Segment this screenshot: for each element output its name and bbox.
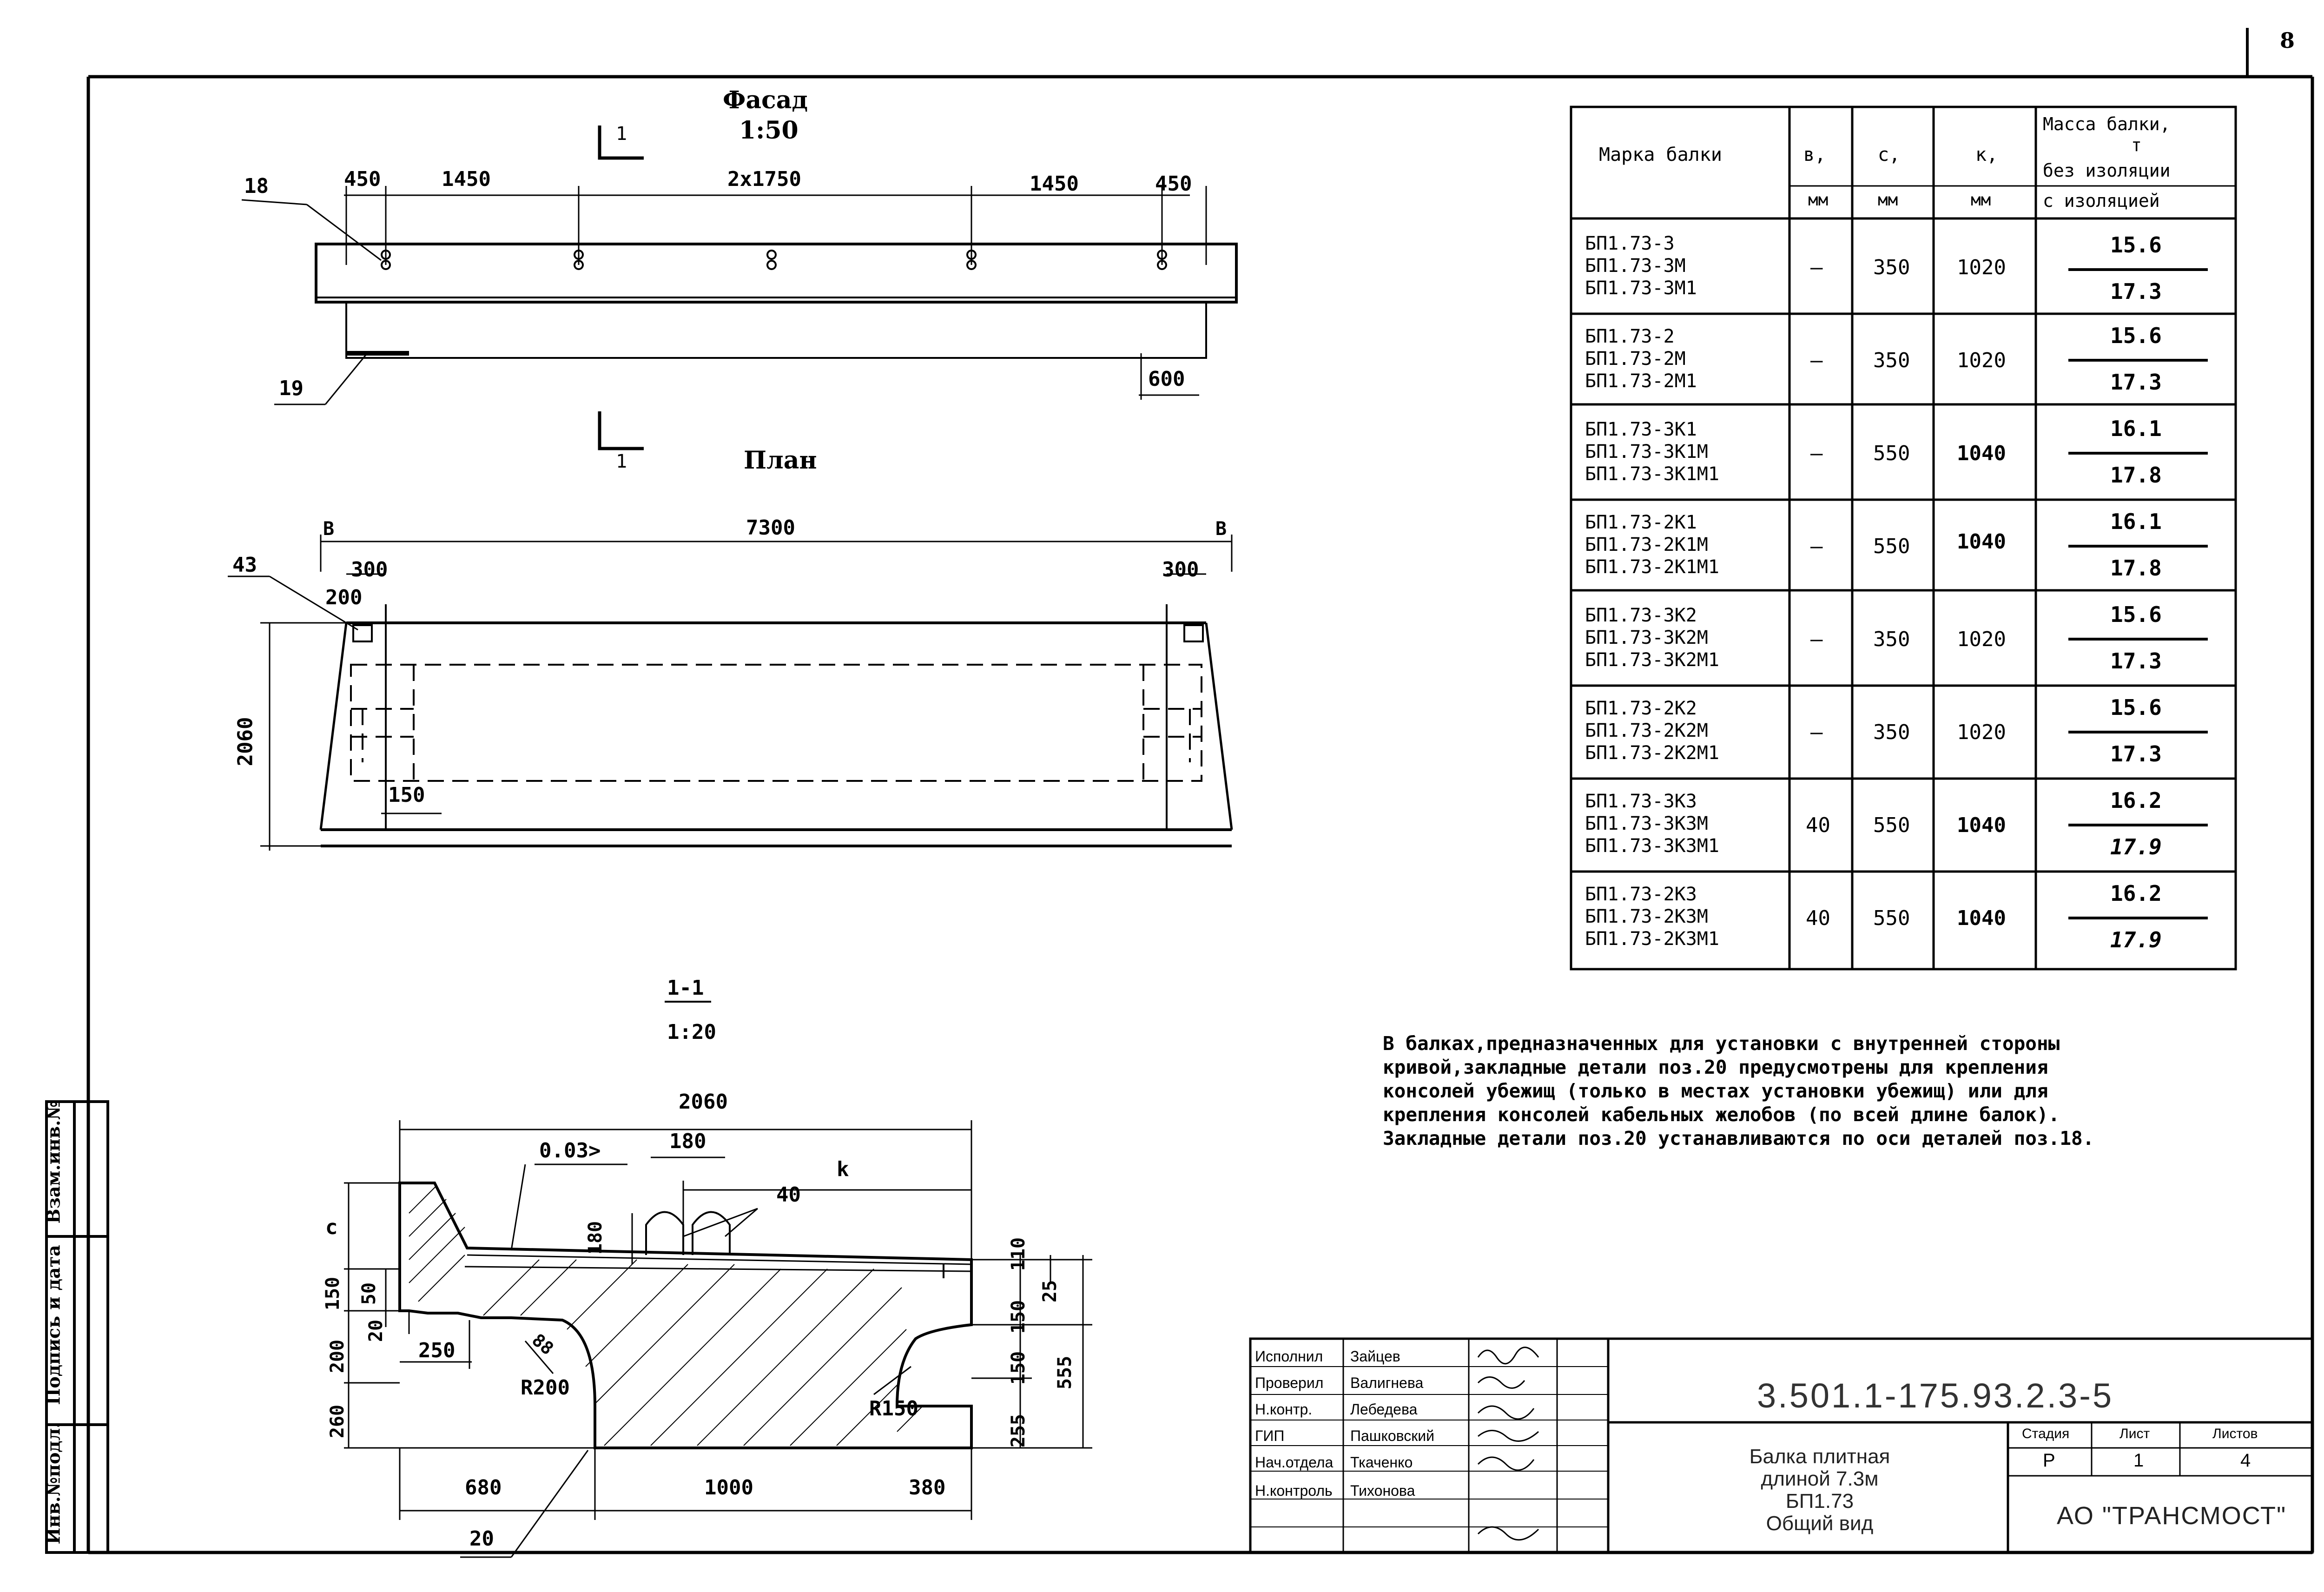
- callout-43: 43: [232, 553, 257, 577]
- section-r150: R150: [869, 1397, 918, 1420]
- facade-cut-label: 1: [616, 123, 627, 145]
- side-stamp-inventory-label: Инв.№подл.: [43, 1422, 64, 1545]
- table-header-mass-3: без изоляции: [2043, 160, 2171, 181]
- table-header-mass-1: Масса балки,: [2043, 114, 2171, 134]
- person-name: Валигнева: [1350, 1374, 1424, 1391]
- plan-title: План: [744, 446, 817, 475]
- row-mark-3: БП1.73-3М1: [1585, 277, 1697, 299]
- plan-width-dim: 2060: [233, 717, 257, 766]
- row-mass-top: 15.6: [2110, 602, 2162, 627]
- person-name: Ткаченко: [1350, 1454, 1413, 1471]
- mass-dividers: [2068, 270, 2208, 918]
- row-mass-bottom: 17.3: [2110, 370, 2162, 395]
- row-c: 350: [1873, 349, 1910, 372]
- role: Исполнил: [1255, 1348, 1323, 1365]
- note-line: В балках,предназначенных для установки с внутренней стороны: [1383, 1032, 2060, 1055]
- desc-line: Общий вид: [1766, 1512, 1874, 1535]
- section-right-dim-150-a: 150: [1008, 1300, 1030, 1334]
- role: Нач.отдела: [1255, 1454, 1334, 1471]
- table-row: [1585, 883, 1719, 950]
- row-c: 350: [1873, 628, 1910, 651]
- section-dim-k: k: [837, 1157, 849, 1181]
- row-mark-1: БП1.73-2: [1585, 326, 1675, 347]
- person-name: Пашковский: [1350, 1427, 1435, 1444]
- row-mass-top: 16.2: [2110, 881, 2162, 906]
- table-row: [1585, 325, 1697, 392]
- table-row: [1585, 697, 1719, 764]
- table-header-k: к,: [1975, 144, 1998, 165]
- row-mark-2: БП1.73-3К2М: [1585, 627, 1708, 648]
- row-c: 350: [1873, 720, 1910, 744]
- row-mass-top: 15.6: [2110, 323, 2162, 348]
- role: Н.контроль: [1255, 1482, 1333, 1499]
- desc-line: длиной 7.3м: [1761, 1467, 1879, 1490]
- row-k: 1020: [1957, 256, 2006, 279]
- section-title: 1-1: [667, 976, 704, 1000]
- table-header-b: в,: [1803, 144, 1826, 165]
- row-mark-3: БП1.73-3К2М1: [1585, 649, 1719, 671]
- plan-dim-300-right: 300: [1162, 558, 1199, 581]
- table-header-unit-b: мм: [1808, 191, 1829, 210]
- stage-label: Стадия: [2022, 1426, 2070, 1441]
- row-mark-3: БП1.73-3К1М1: [1585, 463, 1719, 485]
- section-left-dim-20: 20: [365, 1319, 387, 1342]
- table-row: [1585, 232, 1697, 299]
- row-mass-bottom: 17.3: [2110, 648, 2162, 674]
- section-right-dim-110: 110: [1008, 1237, 1030, 1271]
- side-stamp-replacement-label: Взам.инв.№: [43, 1101, 64, 1224]
- plan-dim-150: 150: [388, 783, 425, 807]
- row-mark-1: БП1.73-3: [1585, 233, 1675, 254]
- row-mass-bottom: 17.9: [2110, 927, 2162, 952]
- row-mark-2: БП1.73-2К3М: [1585, 906, 1708, 927]
- row-k: 1020: [1957, 628, 2006, 651]
- note-line: кривой,закладные детали поз.20 предусмотрены для крепления: [1383, 1056, 2048, 1078]
- section-dim-c: c: [325, 1215, 338, 1239]
- row-mark-1: БП1.73-2К1: [1585, 512, 1697, 533]
- row-mark-1: БП1.73-3К2: [1585, 605, 1697, 626]
- title-block-roles: [1255, 1343, 1333, 1504]
- section-left-dim-50: 50: [358, 1282, 380, 1305]
- plan-length-dim: 7300: [746, 516, 795, 540]
- facade-dim-450-right: 450: [1155, 172, 1192, 196]
- section-slope: 0.03>: [539, 1139, 601, 1163]
- table-row: [1585, 790, 1719, 857]
- row-k: 1040: [1957, 442, 2006, 465]
- row-mark-1: БП1.73-2К3: [1585, 884, 1697, 905]
- section-bottom-dim-1000: 1000: [704, 1476, 753, 1500]
- row-mass-bottom: 17.8: [2110, 462, 2162, 488]
- row-k: 1040: [1957, 530, 2006, 554]
- section-left-dim-200: 200: [327, 1339, 349, 1374]
- desc-line: Балка плитная: [1749, 1445, 1890, 1468]
- plan-edge-mark-right: В: [1215, 518, 1227, 540]
- callout-20: 20: [469, 1527, 494, 1551]
- sheets-label: Листов: [2212, 1426, 2258, 1441]
- row-mass-top: 16.1: [2110, 416, 2162, 441]
- row-b: —: [1810, 628, 1823, 651]
- facade-dim-1450-left: 1450: [442, 167, 491, 191]
- plan-view: [228, 535, 1232, 851]
- row-k: 1040: [1957, 813, 2006, 837]
- section-dim-180-vert: 180: [585, 1221, 607, 1255]
- row-b: 40: [1806, 906, 1830, 930]
- row-c: 550: [1873, 813, 1910, 837]
- facade-dim-2x1750: 2x1750: [727, 167, 801, 191]
- person-name: Зайцев: [1350, 1348, 1400, 1365]
- desc-line: БП1.73: [1785, 1490, 1854, 1513]
- section-dim-180-top: 180: [669, 1130, 706, 1153]
- row-mass-bottom: 17.3: [2110, 741, 2162, 766]
- section-right-dim-150-b: 150: [1008, 1351, 1030, 1385]
- sheet-label: Лист: [2119, 1426, 2150, 1441]
- section-r200: R200: [521, 1376, 570, 1400]
- plan-cut-label: 1: [616, 451, 627, 472]
- row-b: —: [1810, 442, 1823, 465]
- row-mark-3: БП1.73-2М1: [1585, 370, 1697, 392]
- callout-19: 19: [279, 377, 304, 400]
- sheet-value: 1: [2133, 1450, 2144, 1471]
- section-dim-250: 250: [418, 1339, 456, 1362]
- table-row: [1585, 604, 1719, 671]
- table-header-unit-c: мм: [1878, 191, 1898, 210]
- table-header-mass-2: т: [2131, 135, 2142, 155]
- table-header-unit-k: мм: [1971, 191, 1991, 210]
- note-line: консолей убежищ (только в местах установки убежищ) или для: [1383, 1080, 2048, 1102]
- section-left-dim-260: 260: [327, 1404, 349, 1439]
- role: ГИП: [1255, 1427, 1285, 1444]
- row-mark-1: БП1.73-2К2: [1585, 698, 1697, 719]
- row-mass-top: 15.6: [2110, 232, 2162, 258]
- row-b: —: [1810, 535, 1823, 558]
- plan-dim-200: 200: [325, 586, 363, 609]
- table-row: [1585, 418, 1719, 485]
- row-b: 40: [1806, 813, 1830, 837]
- row-c: 550: [1873, 535, 1910, 558]
- section-right-dim-255: 255: [1008, 1414, 1030, 1448]
- row-mark-2: БП1.73-3К3М: [1585, 813, 1708, 834]
- section-width-dim: 2060: [679, 1090, 728, 1114]
- row-c: 350: [1873, 256, 1910, 279]
- document-number: 3.501.1-175.93.2.3-5: [1757, 1376, 2114, 1415]
- row-mark-3: БП1.73-2К3М1: [1585, 928, 1719, 950]
- person-name: Лебедева: [1350, 1401, 1418, 1418]
- row-k: 1040: [1957, 906, 2006, 930]
- section-dim-555: 555: [1054, 1355, 1076, 1390]
- row-mark-2: БП1.73-3М: [1585, 255, 1686, 277]
- row-mark-1: БП1.73-3К1: [1585, 419, 1697, 440]
- facade-dim-1450-right: 1450: [1030, 172, 1079, 196]
- general-note: [1383, 1032, 2094, 1150]
- row-mark-2: БП1.73-2К2М: [1585, 720, 1708, 741]
- row-mark-3: БП1.73-2К1М1: [1585, 556, 1719, 578]
- facade-scale: 1:50: [739, 116, 799, 145]
- row-k: 1020: [1957, 349, 2006, 372]
- table-row: [1585, 511, 1719, 578]
- section-left-dim-150: 150: [322, 1276, 344, 1311]
- section-view: [344, 1002, 1092, 1557]
- signatures: [1469, 1339, 1557, 1552]
- row-c: 550: [1873, 906, 1910, 930]
- row-mass-bottom: 17.9: [2110, 834, 2162, 859]
- title-block-names: [1350, 1343, 1434, 1504]
- row-b: —: [1810, 720, 1823, 744]
- row-mark-2: БП1.73-2М: [1585, 348, 1686, 370]
- row-b: —: [1810, 349, 1823, 372]
- role: Проверил: [1255, 1374, 1324, 1391]
- row-c: 550: [1873, 442, 1910, 465]
- section-bottom-dim-680: 680: [465, 1476, 502, 1500]
- plan-dim-300-left: 300: [351, 558, 388, 581]
- row-b: —: [1810, 256, 1823, 279]
- row-mark-2: БП1.73-2К1М: [1585, 534, 1708, 555]
- section-dim-88: 88: [528, 1329, 558, 1359]
- row-mass-top: 16.2: [2110, 788, 2162, 813]
- facade-dim-450-left: 450: [344, 167, 381, 191]
- facade-title: Фасад: [723, 86, 808, 114]
- section-callout-40: 40: [776, 1183, 801, 1207]
- row-mass-top: 15.6: [2110, 695, 2162, 720]
- title-description: [1720, 1446, 1920, 1535]
- note-line: крепления консолей кабельных желобов (по всей длине балок).: [1383, 1103, 2060, 1126]
- role: Н.контр.: [1255, 1401, 1313, 1418]
- note-line: Закладные детали поз.20 устанавливаются по оси деталей поз.18.: [1383, 1127, 2094, 1149]
- section-scale: 1:20: [667, 1020, 716, 1044]
- plan-edge-mark-left: В: [323, 518, 335, 540]
- person-name: Тихонова: [1350, 1482, 1415, 1499]
- side-stamp-signature-label: Подпись и дата: [43, 1245, 64, 1405]
- row-mass-bottom: 17.3: [2110, 279, 2162, 304]
- section-bottom-dim-380: 380: [909, 1476, 946, 1500]
- row-mark-3: БП1.73-2К2М1: [1585, 742, 1719, 764]
- callout-18: 18: [244, 174, 269, 198]
- row-mark-1: БП1.73-3К3: [1585, 791, 1697, 812]
- row-mass-top: 16.1: [2110, 509, 2162, 534]
- row-mark-2: БП1.73-3К1М: [1585, 441, 1708, 462]
- section-dim-25: 25: [1039, 1280, 1061, 1303]
- row-mark-3: БП1.73-3К3М1: [1585, 835, 1719, 857]
- table-header-c: с,: [1878, 144, 1901, 165]
- page-number: 8: [2280, 28, 2295, 53]
- sheets-value: 4: [2240, 1450, 2251, 1471]
- organization-name: АО "ТРАНСМОСТ": [2057, 1502, 2287, 1530]
- facade-dim-600: 600: [1148, 367, 1185, 391]
- row-mass-bottom: 17.8: [2110, 555, 2162, 581]
- table-header-mass-4: с изоляцией: [2043, 191, 2160, 211]
- row-k: 1020: [1957, 720, 2006, 744]
- stage-value: Р: [2043, 1450, 2055, 1471]
- table-header-mark: Марка балки: [1599, 144, 1722, 165]
